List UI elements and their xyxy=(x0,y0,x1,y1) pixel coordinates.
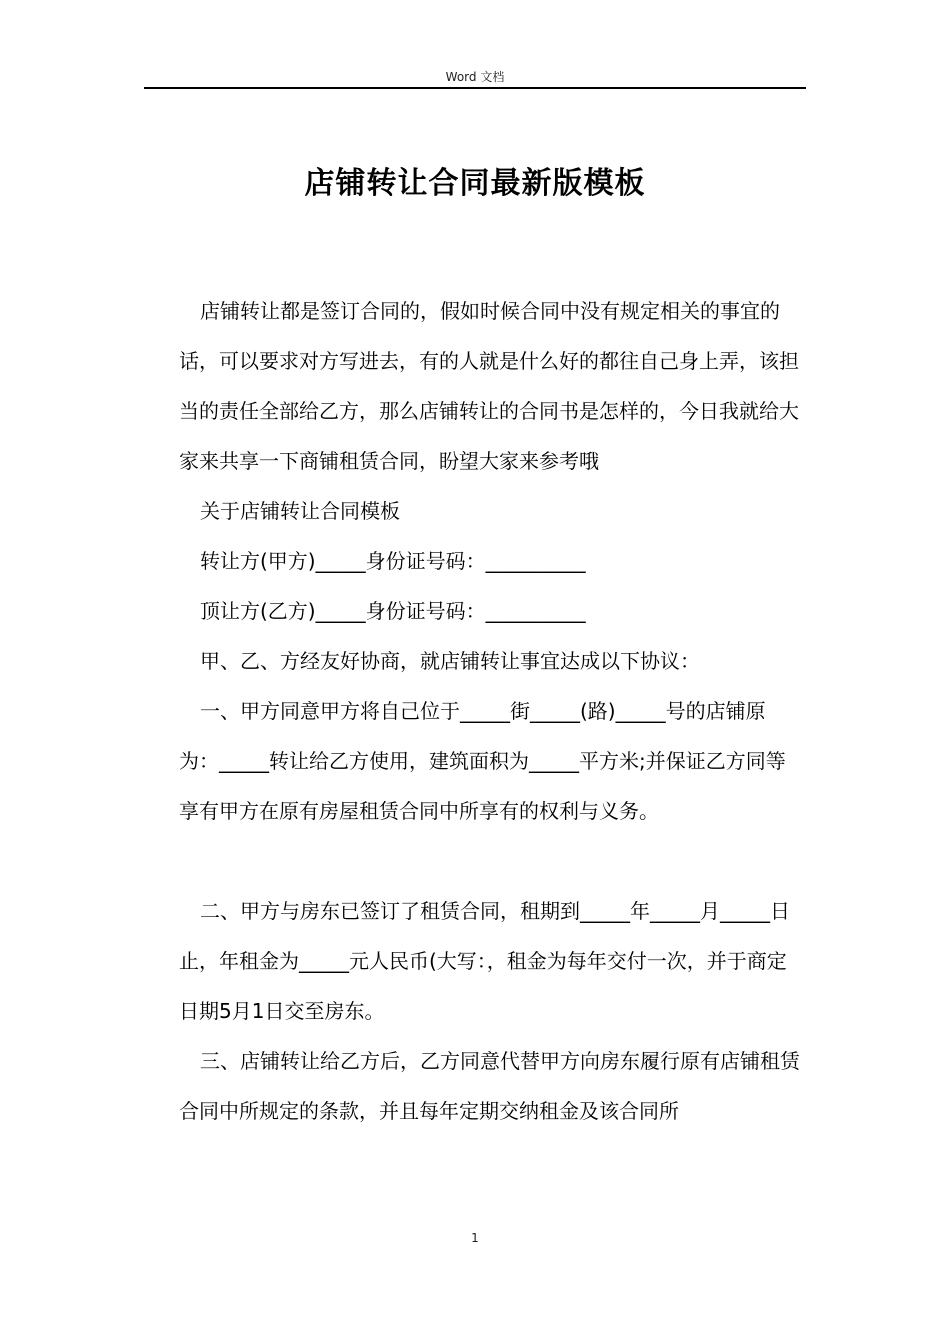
paragraph-intro: 店铺转让都是签订合同的，假如时候合同中没有规定相关的事宜的话，可以要求对方写进去，有的人就是什么好的都往自己身上弄，该担当的责任全部给乙方，那么店铺转让的合同书是怎样的，今日我就给大家来共享一下商铺租赁合同，盼望大家来参考哦 xyxy=(179,299,799,473)
paragraph-clause-3: 三、店铺转让给乙方后，乙方同意代替甲方向房东履行原有店铺租赁合同中所规定的条款，并且每年定期交纳租金及该合同所 xyxy=(179,1049,800,1123)
paragraph-party-b: 顶让方(乙方)_____身份证号码：__________ xyxy=(200,599,586,623)
paragraph-clause-2: 二、甲方与房东已签订了租赁合同，租期到_____年_____月_____日止，年租金为_____元人民币(大写：，租金为每年交付一次，并于商定日期5月1日交至房东。 xyxy=(179,899,790,1023)
document-title: 店铺转让合同最新版模板 xyxy=(304,166,646,201)
paragraph-clause-1: 一、甲方同意甲方将自己位于_____街_____(路)_____号的店铺原为：_____转让给乙方使用，建筑面积为_____平方米;并保证乙方同等享有甲方在原有房屋租赁合同中所享有的权利与义务。 xyxy=(179,699,786,823)
header-label: Word 文档 xyxy=(445,70,505,84)
header-rule xyxy=(144,87,806,89)
paragraph-party-a: 转让方(甲方)_____身份证号码：__________ xyxy=(200,549,586,573)
page-number: 1 xyxy=(471,1231,479,1245)
document-body xyxy=(179,286,803,1136)
blank-line xyxy=(179,836,803,886)
paragraph-heading: 关于店铺转让合同模板 xyxy=(200,499,400,523)
paragraph-agreement: 甲、乙、方经友好协商，就店铺转让事宜达成以下协议： xyxy=(200,649,700,673)
